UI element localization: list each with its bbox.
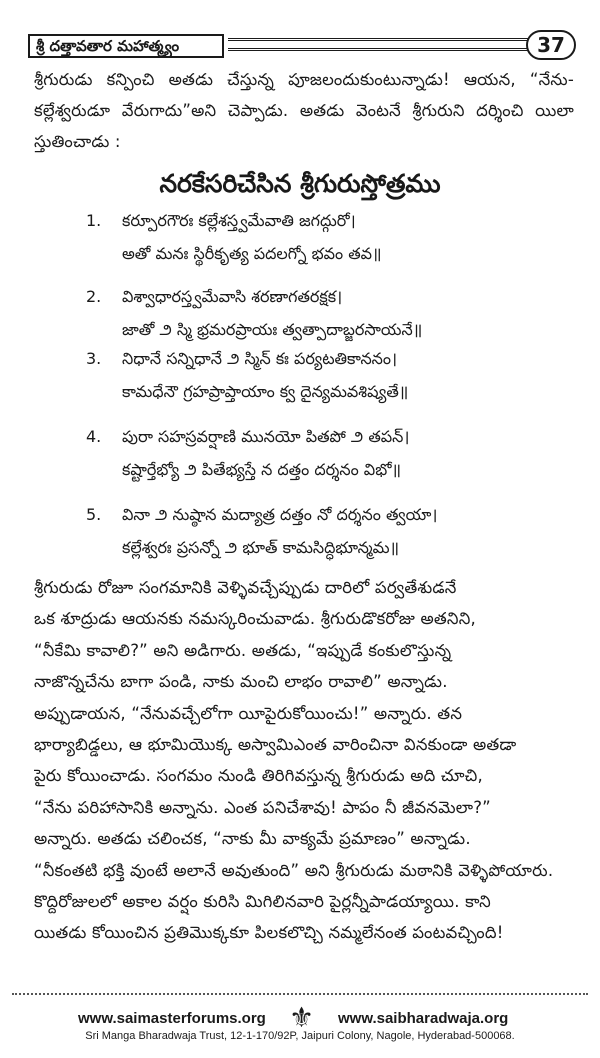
story-line: నాజొన్నచేను బాగా పండి, నాకు మంచి లాభం రావాలి” అన్నాడు. xyxy=(34,672,448,692)
verse-line: కల్లేశ్వరః ప్రసన్నో ౨ భూత్ కామసిద్ధిభూన్మమ॥ xyxy=(122,538,400,557)
story-line: శ్రీగురుడు రోజూ సంగమానికి వెళ్ళివచ్చేప్పుడు దారిలో పర్వతేశుడనే xyxy=(34,578,457,597)
verse-line: కామధేనౌ గ్రహప్రాప్తాయాం క్వ దైన్యమవశిష్యతే॥ xyxy=(122,382,409,401)
verse-line: పురా సహస్రవర్షాణి మునయో పితపో ౨ తపన్। xyxy=(122,427,410,446)
fleur-de-lis-icon: ⚜ xyxy=(289,1001,315,1034)
verse-line: వినా ౨ నుష్ఠాన మద్యాత్ర దత్తం నో దర్శనం త్వయా। xyxy=(122,505,438,524)
story-line: భార్యాబిడ్డలు, ఆ భూమియొక్క అస్వామిఎంత వారించినా వినకుండా అతడా xyxy=(34,735,517,755)
story-line: “నీకేమి కావాలి?” అని అడిగారు. అతడు, “ఇప్పుడే కంకులొస్తున్న xyxy=(34,640,452,660)
header-rule xyxy=(228,38,528,41)
hymn-title: నరకేసరిచేసిన శ్రీగురుస్తోత్రము xyxy=(159,169,441,198)
verse-line: కర్పూరగౌరః కల్లేశస్త్వమేవాతి జగద్గురో। xyxy=(122,211,356,230)
verse-number: 5. xyxy=(86,505,102,524)
book-title: శ్రీ దత్తావతార మహాత్మ్యం xyxy=(28,34,224,58)
header-decorative-rules xyxy=(228,36,528,56)
story-line: అన్నారు. అతడు చలించక, “నాకు మీ వాక్యమే ప్రమాణం” అన్నాడు. xyxy=(34,829,471,849)
footer-link-saibharadwaja[interactable]: www.saibharadwaja.org xyxy=(338,1010,509,1027)
page-header xyxy=(12,30,588,66)
footer-link-saimasterforums[interactable]: www.saimasterforums.org xyxy=(78,1010,266,1027)
verse-line: నిధానే సన్నిధానే ౨ స్మిన్ కః పర్యటతికాననం। xyxy=(122,349,398,368)
verse-line: అతో మనః స్థిరీకృత్య పదలగ్నో భవం తవ॥ xyxy=(122,244,382,263)
verse-number: 3. xyxy=(86,349,102,368)
verse-line: కష్టార్తేభ్యో ౨ పితేభ్యస్తే న దత్తం దర్శనం విభో॥ xyxy=(122,460,402,479)
story-line: “నీకంతటి భక్తి వుంటే అలానే అవుతుంది” అని శ్రీగురుడు మఠానికి వెళ్ళిపోయారు. xyxy=(34,860,554,880)
story-paragraph xyxy=(34,572,574,949)
footer-divider xyxy=(12,993,588,995)
story-line: ఒక శూద్రుడు ఆయనకు నమస్కరించువాడు. శ్రీగురుడొకరోజు అతనిని, xyxy=(34,609,476,629)
story-line: అప్పుడాయన, “నేనువచ్చేలోగా యీపైరుకోయించు!” అన్నారు. తన xyxy=(34,703,463,723)
verse-line: విశ్వాధారస్త్వమేవాసి శరణాగతరక్షక। xyxy=(122,287,343,306)
story-line: పైరు కోయించాడు. సంగమం నుండి తిరిగివస్తున్న శ్రీగురుడు అది చూచి, xyxy=(34,766,483,786)
footer-address: Sri Manga Bharadwaja Trust, 12-1-170/92P, Jaipuri Colony, Nagole, Hyderabad-500068. xyxy=(85,1030,515,1042)
header-rule xyxy=(228,48,528,51)
page-number: 37 xyxy=(526,30,576,60)
verse-line: జాతో ౨ స్మి భ్రమరప్రాయః త్వత్పాదాబ్జరసాయనే॥ xyxy=(122,320,423,339)
verse-number: 4. xyxy=(86,427,102,446)
story-line: కొద్దిరోజులలో అకాల వర్షం కురిసి మిగిలినవారి పైర్లన్నీపాడయ్యాయి. కాని xyxy=(34,892,491,912)
verse-number: 1. xyxy=(86,211,102,230)
page-footer xyxy=(0,1001,600,1050)
verse-number: 2. xyxy=(86,287,102,306)
story-line: యితడు కోయించిన ప్రతిమొక్కకూ పిలకలొచ్చి నమ్మలేనంత పంటవచ్చింది! xyxy=(34,923,504,943)
story-line: “నేను పరిహాసానికి అన్నాను. ఎంత పనిచేశావు! పాపం నీ జీవనమెలా?” xyxy=(34,797,491,817)
intro-paragraph: శ్రీగురుడు కన్పించి అతడు చేస్తున్న పూజలందుకుంటున్నాడు! ఆయన, “నేను- కల్లేశ్వరుడూ వేరుగాదు”అని చెప్పాడు. అతడు వెంటనే శ్రీగురుని దర్శించి యిలా స్తుతించాడు : xyxy=(34,70,574,151)
